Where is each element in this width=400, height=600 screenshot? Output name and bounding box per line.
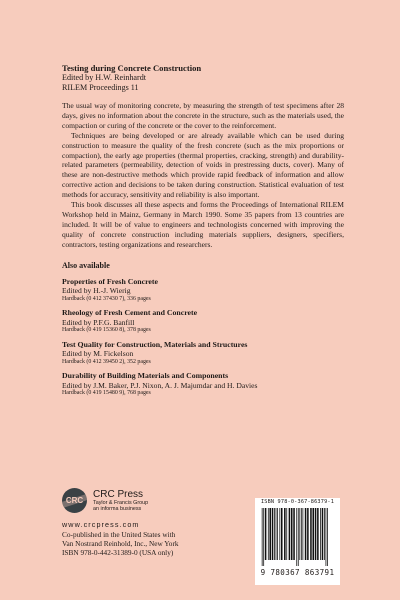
related-book-editor: Edited by P.F.G. Banfill (62, 317, 135, 327)
related-book-hardback: Hardback (0 412 39450 2), 352 pages (62, 358, 151, 365)
barcode-bar (298, 508, 299, 566)
publisher-group: Taylor & Francis Group (93, 499, 149, 506)
related-book-editor: Edited by H.-J. Wierig (62, 286, 131, 296)
copub-line: Co-published in the United States with (62, 530, 176, 539)
barcode-bar (307, 508, 309, 560)
related-book (62, 277, 344, 304)
barcode-bar (262, 508, 263, 566)
barcode-bar (276, 508, 277, 560)
barcode-bar (274, 508, 275, 560)
barcode-bar (315, 508, 317, 560)
book-editor: Edited by H.W. Reinhardt (62, 73, 146, 82)
related-book (62, 340, 344, 367)
back-cover-content (62, 63, 344, 403)
description-paragraph: Techniques are being developed or are already available which can be used during construction to measure the quality of the fresh concrete (such as the mix proportions or compaction), the early age properties (thermal properties, cracking, strength) and durability-related parameters (permeability, detection of voids in prestressing ducts, cover). Many of these are non-destructive methods which provide rapid feedback of information and allow corrective action and decisions to be taken during construction. Statistical evaluation of test methods for accuracy, sensitivity and reliability is also important. (62, 130, 344, 200)
barcode-bar (327, 508, 328, 566)
barcode-bar (302, 508, 303, 560)
barcode-bar (286, 508, 287, 560)
related-book-title: Test Quality for Construction, Materials and Structures (62, 339, 248, 349)
related-book (62, 371, 344, 398)
copub-line: Van Nostrand Reinhold, Inc., New York (62, 539, 179, 549)
barcode-bar (277, 508, 278, 560)
related-book-editor: Edited by M. Fickelson (62, 349, 134, 359)
barcode-bar (281, 508, 283, 560)
barcode-bar (263, 508, 264, 566)
barcode-bar (279, 508, 280, 560)
barcode-bar (312, 508, 314, 560)
related-book (62, 308, 344, 335)
related-book-hardback: Hardback (0 419 15360 8), 378 pages (62, 327, 151, 334)
barcode-bar (324, 508, 325, 560)
barcode-bar (291, 508, 293, 560)
related-book-title: Properties of Fresh Concrete (62, 276, 158, 286)
barcode-bar (296, 508, 297, 566)
crc-press-logo (62, 488, 87, 513)
barcode-bar (299, 508, 300, 560)
barcode-bar (284, 508, 286, 560)
publisher-block (62, 488, 232, 558)
barcode-bar (269, 508, 271, 560)
barcode-bars (261, 508, 334, 566)
barcode-bar (305, 508, 307, 560)
barcode-bar (317, 508, 319, 560)
description-paragraph: The usual way of monitoring concrete, by measuring the strength of test specimens after 28 days, gives no information about the concrete in the structure, such as the materials used, the compaction or curing of the concrete or the cover to the reinforcement. (62, 101, 344, 130)
barcode (255, 498, 340, 585)
barcode-bar (322, 508, 324, 560)
related-book-editor: Edited by J.M. Baker, P.J. Nixon, A. J. Majumdar and H. Davies (62, 380, 258, 390)
barcode-bar (310, 508, 312, 560)
publisher-name: CRC Press (93, 488, 144, 500)
publisher-business: an informa business (93, 506, 142, 512)
barcode-bar (272, 508, 274, 560)
related-book-hardback: Hardback (0 419 15480 9), 768 pages (62, 390, 151, 397)
book-title: Testing during Concrete Construction (62, 63, 202, 73)
barcode-bar (289, 508, 291, 560)
barcode-bar (326, 508, 327, 566)
related-book-hardback: Hardback (0 412 37430 7), 336 pages (62, 295, 151, 302)
barcode-bar (265, 508, 267, 560)
barcode-bar (320, 508, 321, 560)
also-available-heading: Also available (62, 260, 110, 270)
copub-line: ISBN 978-0-442-31389-0 (USA only) (62, 548, 174, 558)
barcode-bar (268, 508, 269, 560)
book-series: RILEM Proceedings 11 (62, 83, 139, 92)
publisher-logo-row (62, 488, 232, 513)
related-book-title: Rheology of Fresh Cement and Concrete (62, 308, 198, 318)
isbn-label: ISBN 978-0-367-86379-1 (260, 499, 335, 505)
barcode-bar (301, 508, 302, 560)
related-book-title: Durability of Building Materials and Components (62, 371, 229, 381)
barcode-digits: 9 780367 863791 (260, 568, 335, 577)
logo-text: CRC (65, 496, 84, 505)
description-paragraph: This book discusses all these aspects and forms the Proceedings of International RILEM Workshop held in Mainz, Germany in March 1990. Some 35 papers from 13 countries are included. It will be of value to engineers and technologists concerned with improving the quality of concrete construction including materials suppliers, designers, specifiers, contractors, testing organizations and researchers. (62, 200, 344, 249)
barcode-bar (293, 508, 295, 560)
publisher-url: www.crcpress.com (62, 520, 140, 529)
